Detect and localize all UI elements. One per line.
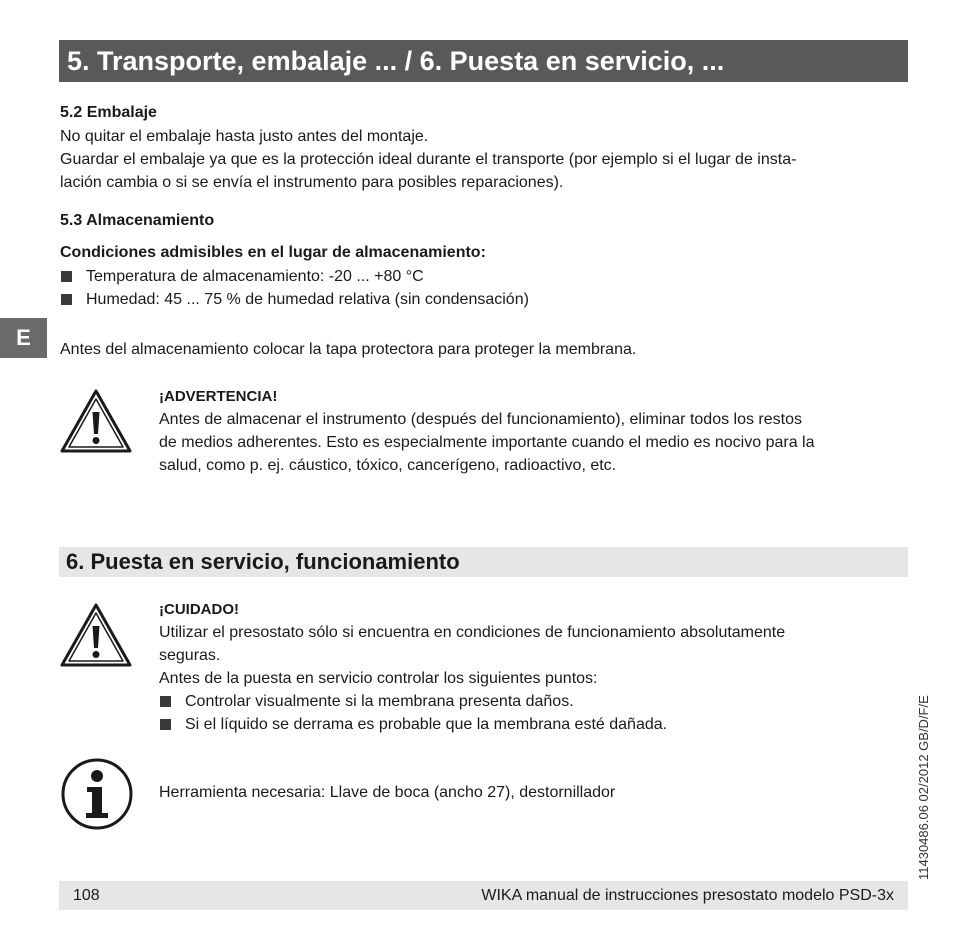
info-text: Herramienta necesaria: Llave de boca (ancho 27), destornillador xyxy=(159,784,616,801)
warning-block xyxy=(159,385,909,477)
caution-label: ¡CUIDADO! xyxy=(159,601,239,618)
warning-line-3: salud, como p. ej. cáustico, tóxico, cancerígeno, radioactivo, etc. xyxy=(159,457,617,474)
warning-triangle-icon xyxy=(59,602,133,668)
language-tab: E xyxy=(0,318,47,358)
storage-note: Antes del almacenamiento colocar la tapa protectora para proteger la membrana. xyxy=(60,341,637,358)
page-number: 108 xyxy=(73,887,100,904)
list-item: Temperatura de almacenamiento: -20 ... +80 °C xyxy=(60,265,910,288)
list-item: Si el líquido se derrama es probable que la membrana esté dañada. xyxy=(159,713,909,736)
list-item: Controlar visualmente si la membrana presenta daños. xyxy=(159,690,909,713)
storage-conditions-list xyxy=(60,265,910,311)
caution-line-1: Utilizar el presostato sólo si encuentra en condiciones de funcionamiento absolutamente xyxy=(159,624,786,641)
warning-triangle-icon xyxy=(59,388,133,454)
footer xyxy=(59,881,908,910)
list-item: Humedad: 45 ... 75 % de humedad relativa (sin condensación) xyxy=(60,288,910,311)
warning-label: ¡ADVERTENCIA! xyxy=(159,388,278,405)
section-5-2-body xyxy=(60,125,910,194)
document-code: 11430486.06 02/2012 GB/D/F/E xyxy=(916,695,931,880)
section-6-title: 6. Puesta en servicio, funcionamiento xyxy=(59,547,908,577)
warning-line-2: de medios adherentes. Esto es especialmente importante cuando el medio es nocivo para la xyxy=(159,434,815,451)
caution-line-3: Antes de la puesta en servicio controlar los siguientes puntos: xyxy=(159,670,598,687)
footer-text: WIKA manual de instrucciones presostato modelo PSD-3x xyxy=(481,887,894,904)
info-icon xyxy=(60,757,134,831)
section-5-2-line-2: Guardar el embalaje ya que es la protección ideal durante el transporte (por ejemplo si el lugar de insta- xyxy=(60,151,797,168)
section-5-2-heading: 5.2 Embalaje xyxy=(60,104,157,121)
caution-block xyxy=(159,598,909,736)
section-5-3-subheading: Condiciones admisibles en el lugar de almacenamiento: xyxy=(60,244,486,261)
caution-line-2: seguras. xyxy=(159,647,221,664)
page-title: 5. Transporte, embalaje ... / 6. Puesta en servicio, ... xyxy=(59,40,908,82)
warning-line-1: Antes de almacenar el instrumento (después del funcionamiento), eliminar todos los restos xyxy=(159,411,802,428)
section-5-3-heading: 5.3 Almacenamiento xyxy=(60,212,215,229)
section-5-2-line-1: No quitar el embalaje hasta justo antes del montaje. xyxy=(60,128,429,145)
section-5-2-line-3: lación cambia o si se envía el instrumento para posibles reparaciones). xyxy=(60,174,564,191)
